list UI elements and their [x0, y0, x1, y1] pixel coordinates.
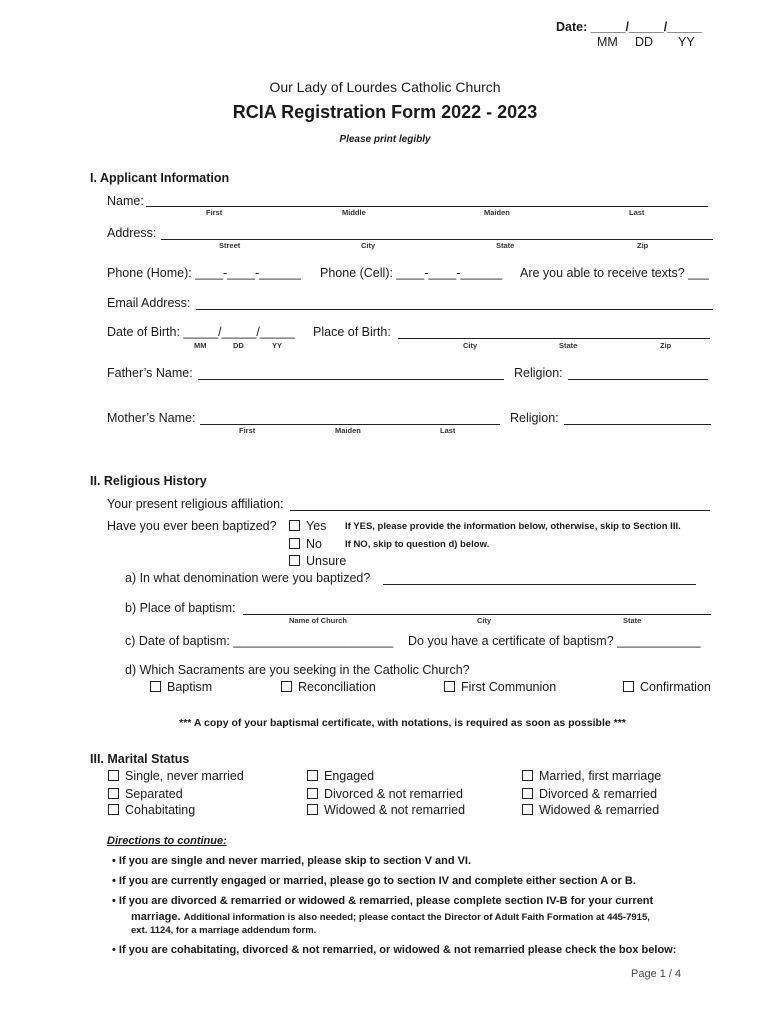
qb-sub-city: City: [477, 616, 492, 625]
date-field[interactable]: Date: _____/_____/_____: [556, 20, 702, 34]
sacrament-baptism[interactable]: Baptism: [150, 680, 212, 694]
print-instruction: Please print legibly: [339, 134, 431, 145]
mother-religion-input[interactable]: [564, 424, 711, 425]
checkbox-icon[interactable]: [444, 681, 455, 692]
mother-sub-first: First: [239, 426, 256, 435]
baptized-label: Have you ever been baptized?: [107, 519, 277, 533]
form-title: RCIA Registration Form 2022 - 2023: [232, 102, 538, 122]
page-number: Page 1 / 4: [631, 968, 682, 980]
qb-sub-state: State: [623, 616, 642, 625]
qb-sub-church: Name of Church: [289, 616, 347, 625]
sacrament-confirmation[interactable]: Confirmation: [623, 680, 711, 694]
checkbox-icon[interactable]: [307, 804, 318, 815]
name-sub-last: Last: [629, 208, 645, 217]
mother-label: Mother’s Name:: [107, 411, 196, 425]
marital-married-first[interactable]: Married, first marriage: [522, 769, 661, 783]
bullet-1: • If you are single and never married, please skip to section V and VI.: [112, 855, 472, 867]
address-label: Address:: [107, 226, 157, 240]
father-label: Father’s Name:: [107, 366, 193, 380]
checkbox-icon[interactable]: [281, 681, 292, 692]
mother-religion-label: Religion:: [510, 411, 559, 425]
bullet-3-cont-1: marriage. Additional information is also needed; please contact the Director of Adult Faith Formation at 445-7915,: [131, 911, 650, 923]
question-a: a) In what denomination were you baptized?: [125, 571, 371, 585]
sacrament-first-communion[interactable]: First Communion: [444, 680, 556, 694]
date-sub-mm: MM: [597, 35, 618, 49]
name-sub-maiden: Maiden: [484, 208, 510, 217]
section-3-heading: III. Marital Status: [90, 752, 190, 766]
checkbox-icon[interactable]: [623, 681, 634, 692]
marital-single[interactable]: Single, never married: [108, 769, 244, 783]
pob-sub-state: State: [559, 341, 578, 350]
baptism-place-input[interactable]: [243, 614, 711, 615]
texts-field[interactable]: Are you able to receive texts? ___: [520, 266, 710, 280]
checkbox-icon[interactable]: [289, 555, 300, 566]
phone-home-field[interactable]: Phone (Home): ____-____-______: [107, 266, 301, 280]
baptized-yes-option[interactable]: Yes: [289, 519, 326, 533]
affiliation-label: Your present religious affiliation:: [107, 497, 284, 511]
pob-label: Place of Birth:: [313, 325, 391, 339]
address-sub-zip: Zip: [637, 241, 649, 250]
checkbox-icon[interactable]: [108, 770, 119, 781]
bullet-2: • If you are currently engaged or married, please go to section IV and complete either section A or B.: [112, 875, 636, 887]
marital-engaged[interactable]: Engaged: [307, 769, 374, 783]
address-input[interactable]: [161, 239, 713, 240]
pob-sub-city: City: [463, 341, 478, 350]
pob-input[interactable]: [398, 338, 710, 339]
no-note: If NO, skip to question d) below.: [345, 539, 490, 550]
checkbox-icon[interactable]: [522, 788, 533, 799]
checkbox-icon[interactable]: [108, 788, 119, 799]
baptized-no-option[interactable]: No: [289, 537, 322, 551]
church-name: Our Lady of Lourdes Catholic Church: [269, 79, 501, 95]
mother-sub-last: Last: [440, 426, 456, 435]
bullet-3: • If you are divorced & remarried or widowed & remarried, please complete section IV-B for your current: [112, 895, 654, 907]
dob-sub-mm: MM: [194, 341, 207, 350]
mother-sub-maiden: Maiden: [335, 426, 361, 435]
father-religion-label: Religion:: [514, 366, 563, 380]
checkbox-icon[interactable]: [522, 804, 533, 815]
email-label: Email Address:: [107, 296, 191, 310]
name-input[interactable]: [146, 206, 708, 207]
father-religion-input[interactable]: [568, 379, 708, 380]
marital-divorced-remarried[interactable]: Divorced & remarried: [522, 787, 657, 801]
denomination-input[interactable]: [383, 584, 696, 585]
question-d: d) Which Sacraments are you seeking in the Catholic Church?: [125, 663, 470, 677]
yes-note: If YES, please provide the information below, otherwise, skip to Section III.: [345, 521, 681, 532]
name-sub-first: First: [206, 208, 223, 217]
section-1-heading: I. Applicant Information: [90, 171, 230, 185]
checkbox-icon[interactable]: [289, 538, 300, 549]
checkbox-icon[interactable]: [307, 788, 318, 799]
baptized-unsure-option[interactable]: Unsure: [289, 554, 346, 568]
date-sub-yy: YY: [678, 35, 695, 49]
sacrament-reconciliation[interactable]: Reconciliation: [281, 680, 376, 694]
certificate-field[interactable]: Do you have a certificate of baptism? ____________: [408, 634, 701, 648]
checkbox-icon[interactable]: [108, 804, 119, 815]
affiliation-input[interactable]: [290, 510, 710, 511]
certificate-notice: *** A copy of your baptismal certificate, with notations, is required as soon as possible ***: [179, 717, 626, 729]
dob-field[interactable]: Date of Birth: _____/_____/_____: [107, 325, 295, 339]
checkbox-icon[interactable]: [522, 770, 533, 781]
name-label: Name:: [107, 194, 144, 208]
name-sub-middle: Middle: [342, 208, 366, 217]
checkbox-icon[interactable]: [289, 520, 300, 531]
checkbox-icon[interactable]: [307, 770, 318, 781]
address-sub-city: City: [361, 241, 376, 250]
marital-divorced-not-remarried[interactable]: Divorced & not remarried: [307, 787, 463, 801]
pob-sub-zip: Zip: [660, 341, 672, 350]
question-b: b) Place of baptism:: [125, 601, 236, 615]
email-input[interactable]: [196, 309, 713, 310]
question-c[interactable]: c) Date of baptism: _______________________: [125, 634, 394, 648]
phone-cell-field[interactable]: Phone (Cell): ____-____-______: [320, 266, 503, 280]
dob-sub-dd: DD: [233, 341, 244, 350]
bullet-4: • If you are cohabitating, divorced & not remarried, or widowed & not remarried please check the box below:: [112, 944, 677, 956]
marital-cohabitating[interactable]: Cohabitating: [108, 803, 195, 817]
directions-heading: Directions to continue:: [107, 835, 227, 847]
date-sub-dd: DD: [635, 35, 654, 49]
mother-input[interactable]: [200, 424, 500, 425]
dob-sub-yy: YY: [272, 341, 283, 350]
father-input[interactable]: [198, 379, 504, 380]
bullet-3-cont-2: ext. 1124, for a marriage addendum form.: [131, 925, 317, 936]
marital-separated[interactable]: Separated: [108, 787, 183, 801]
address-sub-state: State: [496, 241, 515, 250]
marital-widowed-not-remarried[interactable]: Widowed & not remarried: [307, 803, 465, 817]
section-2-heading: II. Religious History: [90, 474, 207, 488]
address-sub-street: Street: [219, 241, 241, 250]
marital-widowed-remarried[interactable]: Widowed & remarried: [522, 803, 659, 817]
checkbox-icon[interactable]: [150, 681, 161, 692]
